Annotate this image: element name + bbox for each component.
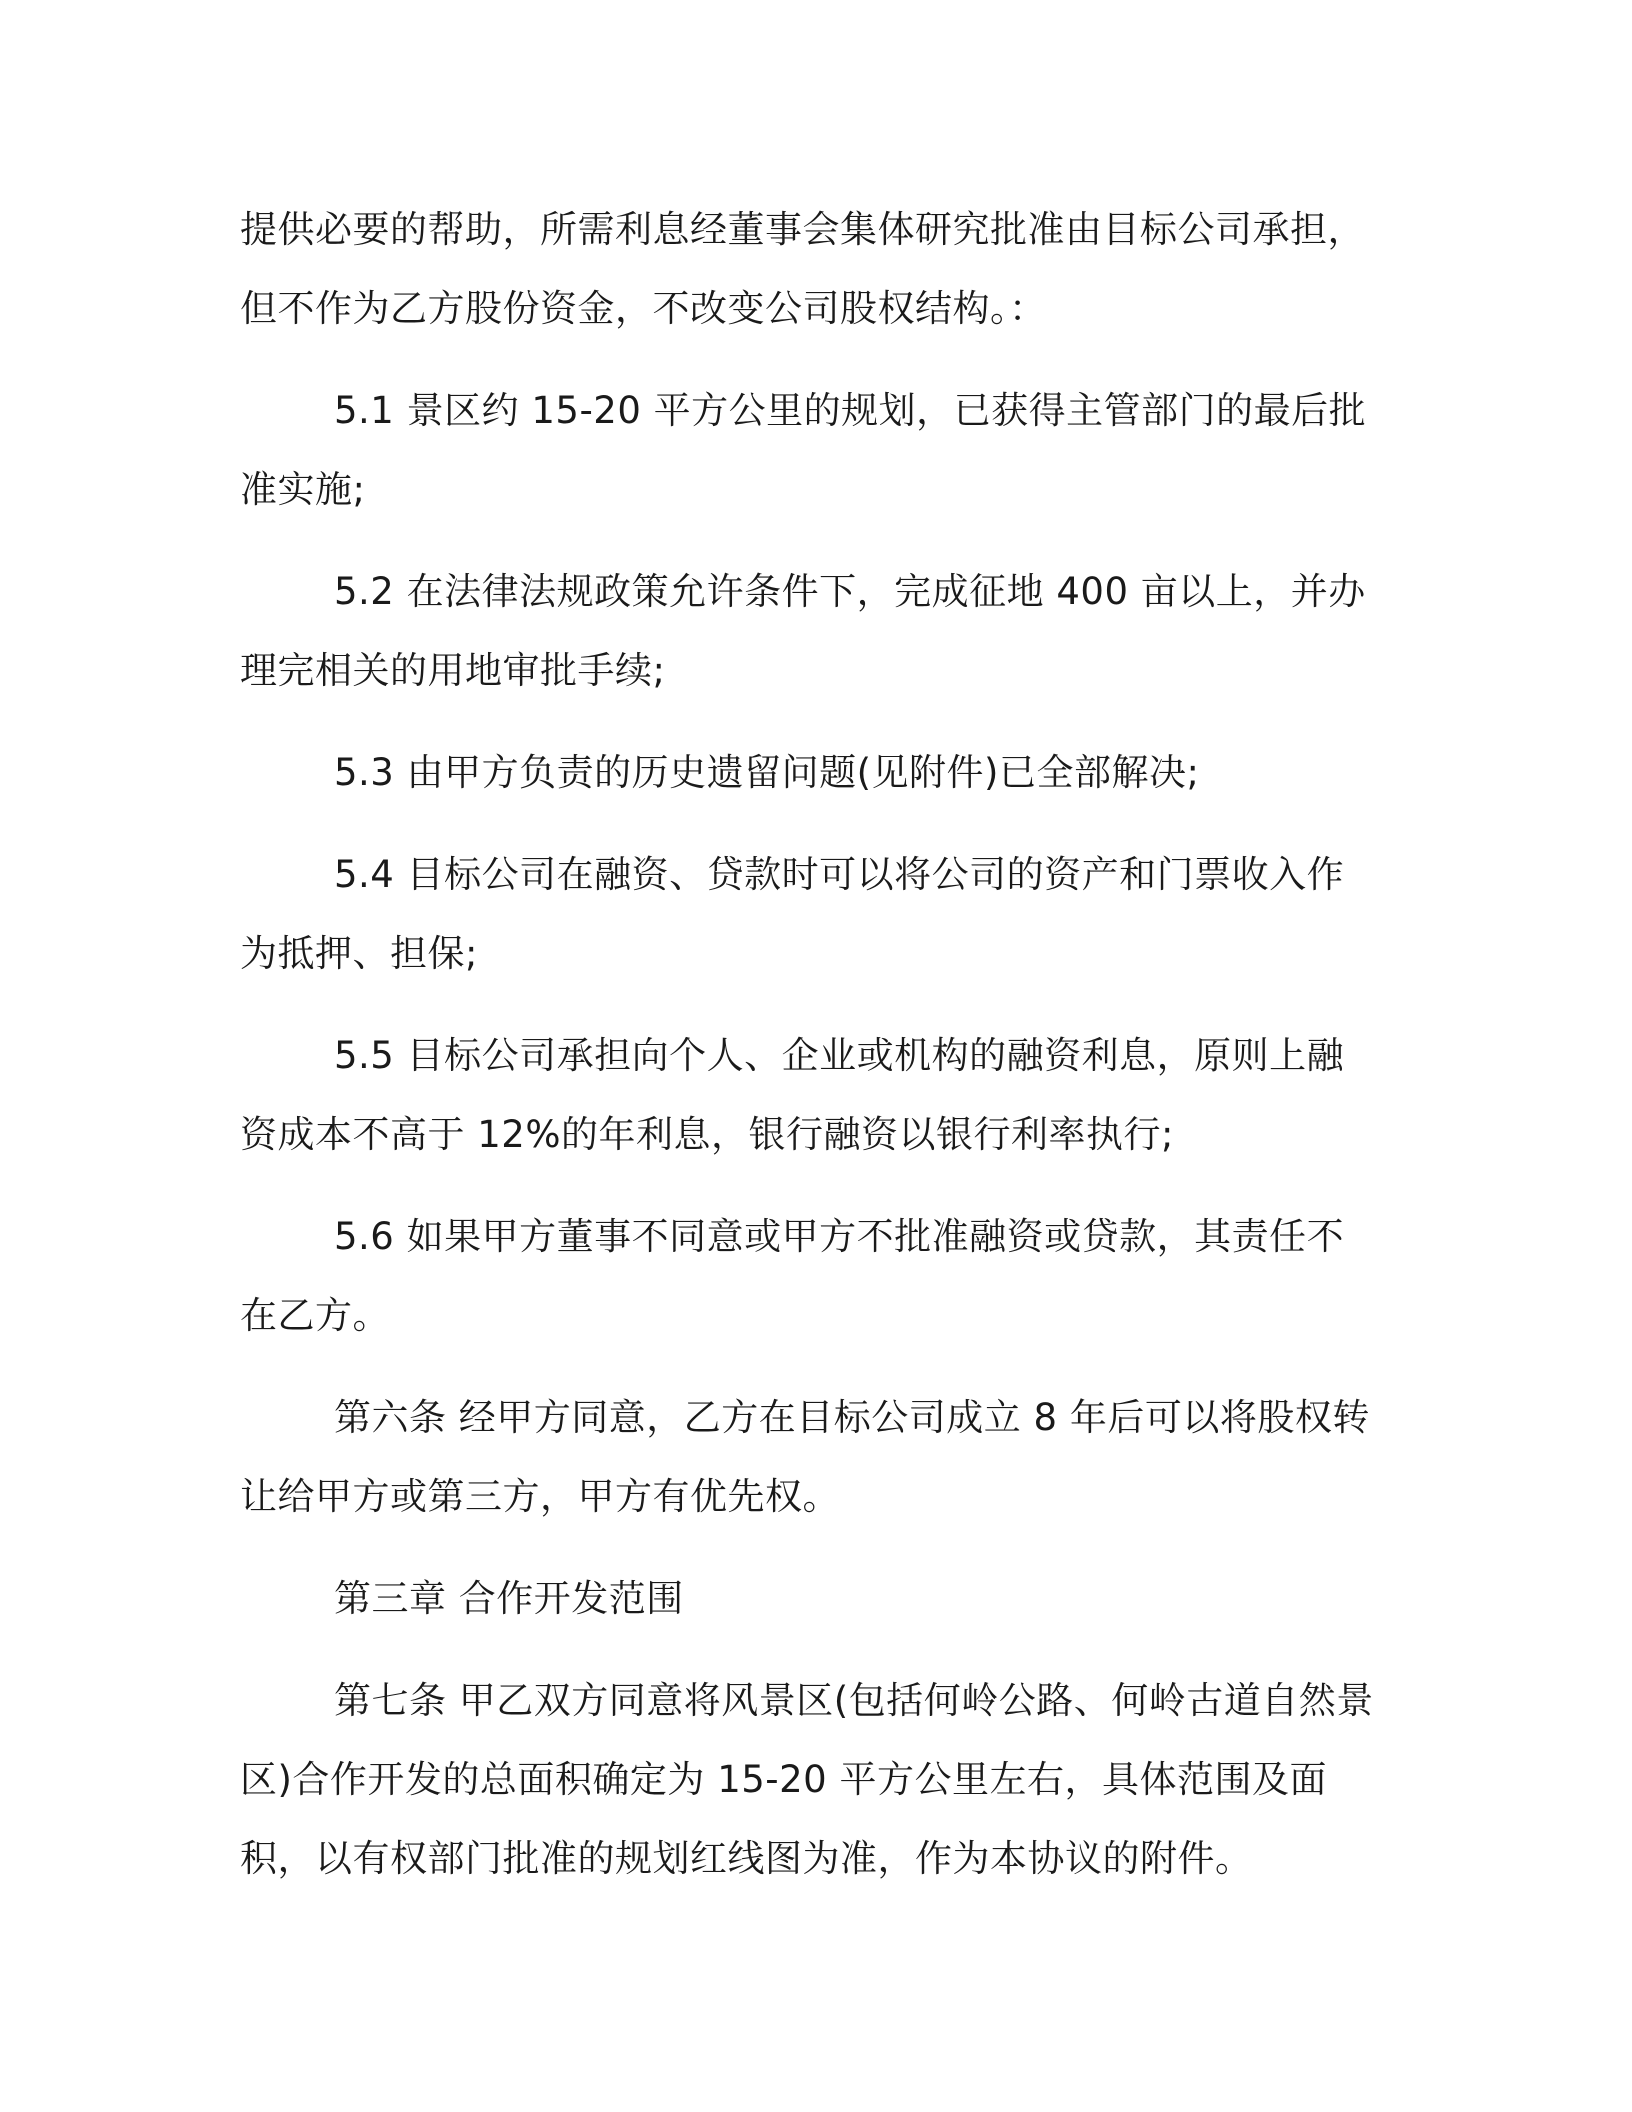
article-7: 第七条 甲乙双方同意将风景区(包括何岭公路、何岭古道自然景区)合作开发的总面积确定为 15-20 平方公里左右，具体范围及面积，以有权部门批准的规划红线图为准，作为本协议的附件。 [240,1679,1374,1880]
clause-5-1: 5.1 景区约 15-20 平方公里的规划，已获得主管部门的最后批准实施; [240,389,1367,511]
clause-5-2: 5.2 在法律法规政策允许条件下，完成征地 400 亩以上，并办理完相关的用地审批手续; [240,570,1366,692]
paragraph-continuation: 提供必要的帮助，所需利息经董事会集体研究批准由目标公司承担，但不作为乙方股份资金，不改变公司股权结构。： [240,208,1365,330]
article-6: 第六条 经甲方同意，乙方在目标公司成立 8 年后可以将股权转让给甲方或第三方，甲方有优先权。 [240,1396,1370,1518]
clause-5-5: 5.5 目标公司承担向个人、企业或机构的融资利息，原则上融资成本不高于 12%的年利息，银行融资以银行利率执行; [240,1034,1345,1156]
clause-5-6: 5.6 如果甲方董事不同意或甲方不批准融资或贷款，其责任不在乙方。 [240,1215,1345,1337]
chapter-3-heading: 第三章 合作开发范围 [334,1577,684,1620]
clause-5-3: 5.3 由甲方负责的历史遗留问题(见附件)已全部解决; [334,751,1200,794]
document-body [240,190,1375,1898]
clause-5-4: 5.4 目标公司在融资、贷款时可以将公司的资产和门票收入作为抵押、担保; [240,853,1345,975]
